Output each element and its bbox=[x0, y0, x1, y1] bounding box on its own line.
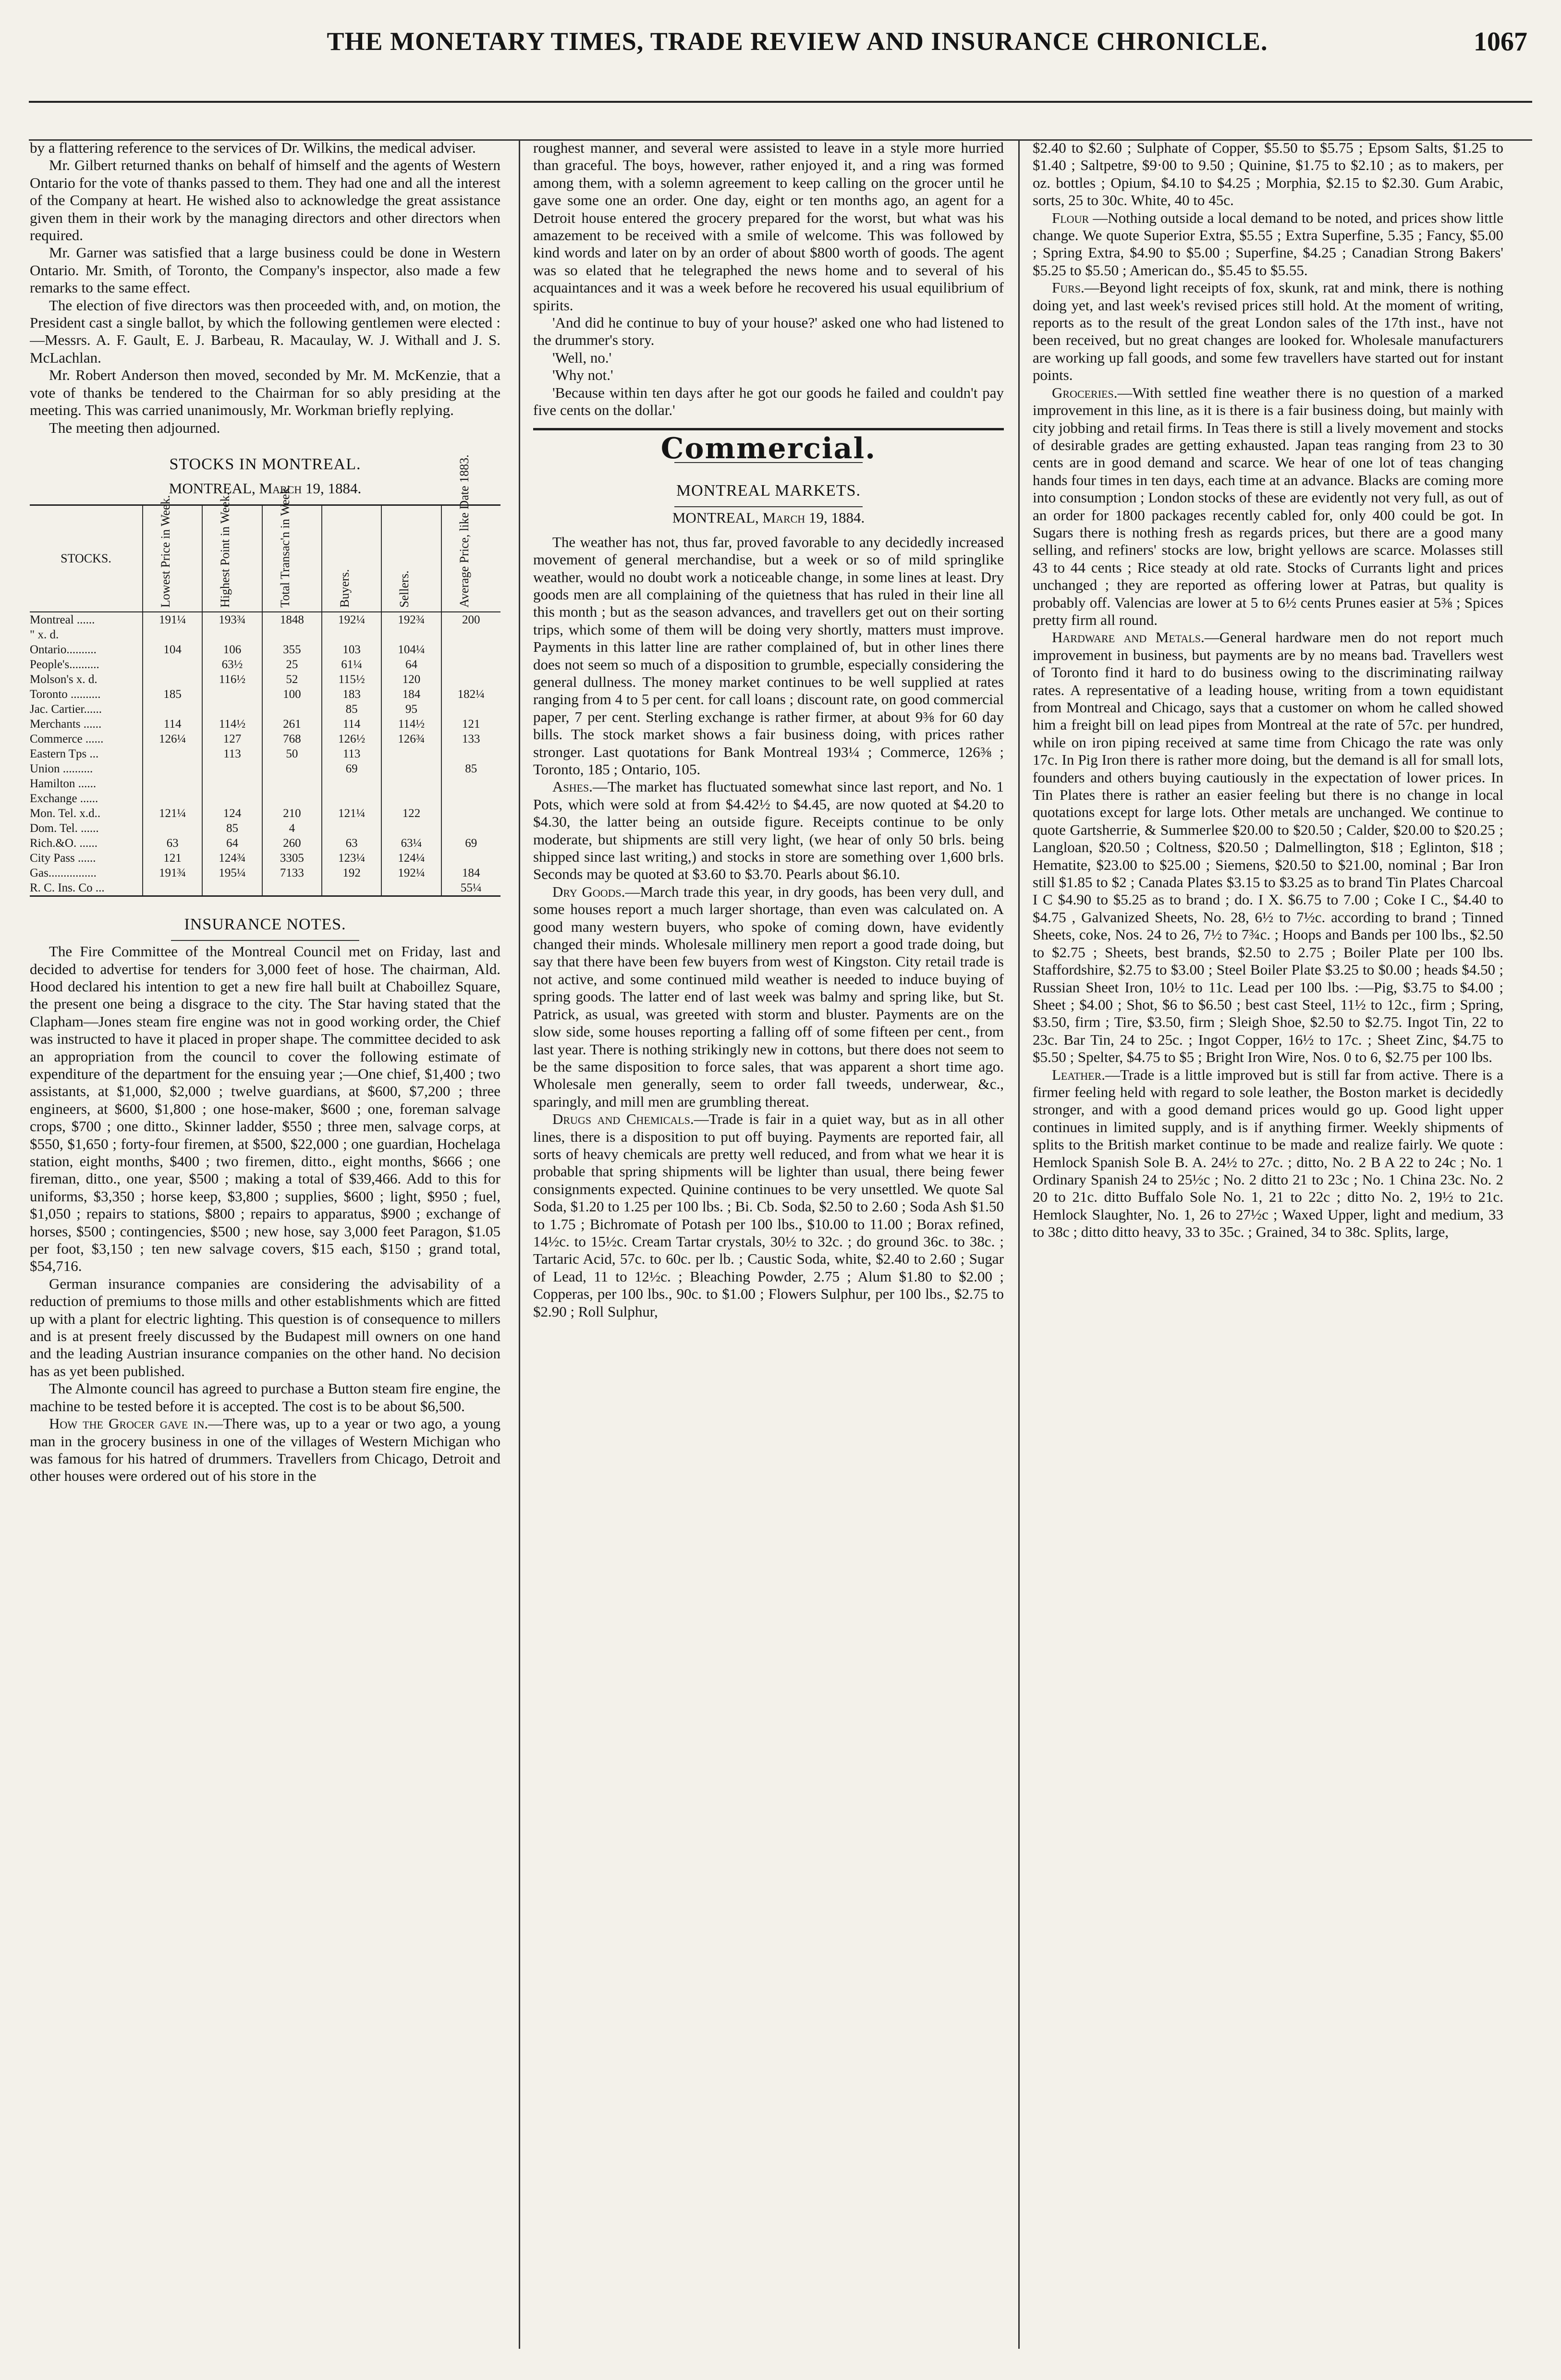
stock-value-cell: 3305 bbox=[262, 851, 321, 866]
stock-value-cell: 192¼ bbox=[381, 866, 440, 880]
stock-value-cell: 121 bbox=[441, 717, 500, 732]
stock-value-cell: 55¼ bbox=[441, 880, 500, 895]
paragraph: by a flattering reference to the services of Dr. Wilkins, the medical adviser. bbox=[30, 139, 476, 156]
stocks-dateline: MONTREAL, March 19, 1884. bbox=[169, 480, 362, 497]
table-row bbox=[30, 717, 500, 732]
paragraph: German insurance companies are considering the advisability of a reduction of premiums to those mills and other establishments which are fitted up with a plant for electric lighting. This question is of consequence to millers and is at present freely discussed by the Budapest mill owners on one hand and the leading Austrian insurance companies on the other hand. No decision has as yet been published. bbox=[30, 1275, 500, 1379]
stock-value-cell: 183 bbox=[321, 687, 381, 702]
markets-dateline: MONTREAL, March 19, 1884. bbox=[672, 509, 865, 526]
markets-heading: MONTREAL MARKETS. bbox=[676, 481, 861, 500]
stock-value-cell: 127 bbox=[202, 732, 261, 746]
stock-value-cell: 124¾ bbox=[202, 851, 261, 866]
stock-name-cell: Eastern Tps ... bbox=[30, 747, 99, 760]
stock-value-cell bbox=[142, 746, 202, 761]
insurance-heading: INSURANCE NOTES. bbox=[184, 915, 346, 933]
stock-value-cell: 100 bbox=[262, 687, 321, 702]
stock-value-cell bbox=[381, 821, 440, 836]
header-rule bbox=[29, 101, 1532, 103]
column-rule bbox=[519, 139, 520, 2349]
stock-value-cell: 184 bbox=[381, 687, 440, 702]
column-header: Total Transac'n in Week. bbox=[262, 506, 321, 611]
stock-value-cell: 121 bbox=[142, 851, 202, 866]
paragraph: 'Why not.' bbox=[552, 366, 613, 384]
stock-value-cell bbox=[262, 627, 321, 642]
table-row bbox=[30, 702, 500, 717]
stock-value-cell: 192¾ bbox=[381, 612, 440, 627]
stock-value-cell bbox=[321, 627, 381, 642]
table-row bbox=[30, 642, 500, 657]
table-row bbox=[30, 880, 500, 895]
page-number: 1067 bbox=[1474, 27, 1527, 57]
paragraph: 'And did he continue to buy of your house?' asked one who had listened to the drummer's story. bbox=[533, 314, 1004, 349]
table-row bbox=[30, 612, 500, 627]
stock-value-cell bbox=[441, 642, 500, 657]
stock-name-cell: City Pass ...... bbox=[30, 851, 96, 865]
paragraph: Furs.—Beyond light receipts of fox, skunk, rat and mink, there is nothing doing yet, and last week's revised prices still hold. At the moment of writing, reports as to the result of the great London sales of the 17th inst., have not been received, but no great changes are looked for. Wholesale manufacturers are working up fall goods, and some few travellers have started out for instant points. bbox=[1033, 279, 1503, 384]
stock-name-cell: Hamilton ...... bbox=[30, 777, 97, 790]
stock-value-cell: 103 bbox=[321, 642, 381, 657]
stock-value-cell: 7133 bbox=[262, 866, 321, 880]
column-header: Sellers. bbox=[381, 506, 440, 611]
table-row bbox=[30, 627, 500, 642]
stock-value-cell: 115½ bbox=[321, 672, 381, 687]
stock-value-cell bbox=[381, 746, 440, 761]
stock-value-cell: 200 bbox=[441, 612, 500, 627]
stock-value-cell bbox=[202, 687, 261, 702]
stock-value-cell: 69 bbox=[441, 836, 500, 851]
stock-value-cell bbox=[381, 761, 440, 776]
column-rule bbox=[1018, 139, 1020, 2349]
stock-value-cell bbox=[381, 791, 440, 806]
stock-value-cell: 116½ bbox=[202, 672, 261, 687]
stock-value-cell: 106 bbox=[202, 642, 261, 657]
stock-value-cell: 355 bbox=[262, 642, 321, 657]
divider bbox=[171, 940, 359, 941]
paragraph: The election of five directors was then proceeded with, and, on motion, the President cast a single ballot, by which the following gentlemen were elected :—Messrs. A. F. Gault, E. J. Barbeau, R. Macaulay, W. J. Withall and J. S. McLachlan. bbox=[30, 296, 500, 366]
stock-value-cell bbox=[441, 791, 500, 806]
paragraph: Mr. Gilbert returned thanks on behalf of himself and the agents of Western Ontario for the vote of thanks passed to them. They had one and all the interest of the Company at heart. He wished also to acknowledge the great assistance given them in their work by the managing directors and other directors when required. bbox=[30, 157, 500, 244]
table-row bbox=[30, 657, 500, 672]
stock-value-cell: 63¼ bbox=[381, 836, 440, 851]
table-row bbox=[30, 866, 500, 880]
column-header: Average Price, like Date 1883. bbox=[441, 506, 500, 611]
stock-value-cell bbox=[441, 627, 500, 642]
stock-value-cell bbox=[262, 880, 321, 895]
stock-value-cell: 63 bbox=[142, 836, 202, 851]
stock-value-cell bbox=[142, 880, 202, 895]
paragraph: How the Grocer gave in.—There was, up to a year or two ago, a young man in the grocery business in one of the villages of Western Michigan who was famous for his hatred of drummers. Travellers from Chicago, Detroit and other houses were ordered out of his store in the bbox=[30, 1415, 500, 1485]
stock-value-cell: 126½ bbox=[321, 732, 381, 746]
stock-value-cell: 114 bbox=[142, 717, 202, 732]
stock-name-cell: Ontario.......... bbox=[30, 643, 97, 656]
page-header bbox=[29, 24, 1532, 96]
commercial-heading: Commercial. bbox=[660, 431, 877, 465]
stock-value-cell bbox=[262, 702, 321, 717]
stock-value-cell bbox=[441, 746, 500, 761]
stock-value-cell bbox=[441, 821, 500, 836]
paragraph: 'Because within ten days after he got our goods he failed and couldn't pay five cents on the dollar.' bbox=[533, 384, 1004, 419]
stock-name-cell: Jac. Cartier...... bbox=[30, 702, 102, 716]
stock-value-cell: 104 bbox=[142, 642, 202, 657]
stock-value-cell: 50 bbox=[262, 746, 321, 761]
paragraph: Leather.—Trade is a little improved but is still far from active. There is a firmer feeling held with regard to sole leather, the Boston market is decidedly stronger, and with a good demand prices would go up. Good light upper continues in limited supply, and is if anything firmer. Weekly shipments of splits to the British market continue to be made and realize fairly. We quote : Hemlock Spanish Sole B. A. 24½ to 27c. ; ditto, No. 2 B A 22 to 24c ; No. 1 Ordinary Spanish 24 to 25½c ; No. 2 ditto 21 to 23c ; No. 1 China 23c. No. 2 20 to 21c. ditto Buffalo Sole No. 1, 21 to 22c ; ditto No. 2, 19½ to 21c. Hemlock Slaughter, No. 1, 26 to 27½c ; Waxed Upper, light and medium, 33 to 38c ; ditto ditto heavy, 33 to 35c. ; Grained, 34 to 38c. Splits, large, bbox=[1033, 1066, 1503, 1241]
stock-name-cell: Dom. Tel. ...... bbox=[30, 821, 99, 835]
stock-value-cell bbox=[262, 761, 321, 776]
running-title: THE MONETARY TIMES, TRADE REVIEW AND INSURANCE CHRONICLE. bbox=[327, 27, 1268, 56]
stock-value-cell: 69 bbox=[321, 761, 381, 776]
column-header: Lowest Price in Week. bbox=[142, 506, 202, 611]
stock-value-cell: 61¼ bbox=[321, 657, 381, 672]
table-row bbox=[30, 791, 500, 806]
paragraph: Flour —Nothing outside a local demand to be noted, and prices show little change. We quote Superior Extra, $5.55 ; Extra Superfine, 5.35 ; Fancy, $5.00 ; Spring Extra, $4.90 to $5.00 ; Superfine, $4.25 ; Canadian Strong Bakers' $5.25 to $5.50 ; American do., $5.45 to $5.55. bbox=[1033, 209, 1503, 279]
stock-name-cell: " x. d. bbox=[30, 628, 59, 641]
stock-value-cell: 64 bbox=[381, 657, 440, 672]
stock-value-cell bbox=[142, 791, 202, 806]
stock-value-cell: 193¾ bbox=[202, 612, 261, 627]
stock-value-cell bbox=[142, 761, 202, 776]
stock-name-cell: Rich.&O. ...... bbox=[30, 836, 98, 850]
stock-value-cell: 124¼ bbox=[381, 851, 440, 866]
paragraph: Mr. Robert Anderson then moved, seconded by Mr. M. McKenzie, that a vote of thanks be tendered to the Chairman for so ably presiding at the meeting. This was carried unanimously, Mr. Workman briefly replying. bbox=[30, 366, 500, 419]
run-in-heading: How the Grocer gave in. bbox=[49, 1415, 208, 1432]
stock-value-cell: 124 bbox=[202, 806, 261, 821]
stock-value-cell: 63 bbox=[321, 836, 381, 851]
stock-value-cell: 95 bbox=[381, 702, 440, 717]
stock-value-cell bbox=[381, 776, 440, 791]
section-rule bbox=[533, 428, 1004, 430]
column-1 bbox=[30, 139, 500, 2349]
stock-value-cell bbox=[142, 657, 202, 672]
stock-name-cell: R. C. Ins. Co ... bbox=[30, 881, 105, 894]
column-header: Buyers. bbox=[321, 506, 381, 611]
stock-value-cell bbox=[202, 761, 261, 776]
column-header: STOCKS. bbox=[61, 551, 111, 565]
stock-value-cell: 4 bbox=[262, 821, 321, 836]
stock-value-cell: 261 bbox=[262, 717, 321, 732]
table-row bbox=[30, 761, 500, 776]
stock-value-cell bbox=[441, 851, 500, 866]
stock-value-cell: 52 bbox=[262, 672, 321, 687]
stock-value-cell: 185 bbox=[142, 687, 202, 702]
stock-value-cell bbox=[321, 791, 381, 806]
stock-value-cell: 104¼ bbox=[381, 642, 440, 657]
stock-value-cell bbox=[441, 702, 500, 717]
table-row bbox=[30, 836, 500, 851]
stock-value-cell bbox=[202, 880, 261, 895]
stock-value-cell: 85 bbox=[441, 761, 500, 776]
paragraph: Dry Goods.—March trade this year, in dry goods, has been very dull, and some houses report a much larger shortage, than even was calculated on. A good many western buyers, who spoke of coming down, have evidently changed their minds. Wholesale millinery men report a good trade doing, but say that there have been few buyers from west of Kingston. City retail trade is not active, and some continued mild weather is needed to induce buying of spring goods. The latter end of last week was balmy and spring like, but St. Patrick, as usual, was greeted with storm and bluster. Payments are on the slow side, some houses reporting a falling off of some fifteen per cent., from last year. There is nothing strikingly new in cottons, but there does not seem to be the same disposition to force sales, that was apparent a short time ago. Wholesale men generally, seem to order fall tweeds, underwear, &c., sparingly, and mill men are grumbling thereat. bbox=[533, 883, 1004, 1110]
table-row bbox=[30, 776, 500, 791]
stock-value-cell bbox=[441, 672, 500, 687]
stock-value-cell bbox=[381, 880, 440, 895]
paragraph: Mr. Garner was satisfied that a large business could be done in Western Ontario. Mr. Smith, of Toronto, the Company's inspector, also made a few remarks to the same effect. bbox=[30, 244, 500, 296]
stock-value-cell bbox=[142, 672, 202, 687]
stock-name-cell: People's.......... bbox=[30, 658, 99, 671]
table-row bbox=[30, 732, 500, 746]
stock-value-cell: 114 bbox=[321, 717, 381, 732]
table-row bbox=[30, 687, 500, 702]
stock-value-cell: 63½ bbox=[202, 657, 261, 672]
paragraph: Ashes.—The market has fluctuated somewhat since last report, and No. 1 Pots, which were sold at from $4.42½ to $4.45, are now quoted at $4.20 to $4.30, the latter being an outside figure. Receipts continue to be only moderate, but shipments are still very light, (we hear of only 50 brls. being shipped since last writing,) and stocks in store are something over 1,600 brls. Seconds may be quoted at $3.60 to $3.70. Pearls about $6.10. bbox=[533, 778, 1004, 883]
stock-name-cell: Commerce ...... bbox=[30, 732, 104, 745]
stock-value-cell: 1848 bbox=[262, 612, 321, 627]
stock-value-cell: 260 bbox=[262, 836, 321, 851]
table-row bbox=[30, 821, 500, 836]
stock-value-cell bbox=[441, 806, 500, 821]
table-row bbox=[30, 746, 500, 761]
stock-value-cell: 113 bbox=[202, 746, 261, 761]
stock-value-cell: 182¼ bbox=[441, 687, 500, 702]
stock-value-cell: 192 bbox=[321, 866, 381, 880]
paragraph: Groceries.—With settled fine weather there is no question of a marked improvement in this line, as it is there is a fair business doing, but mainly with city jobbing and retail firms. In Teas there is still a lively movement and stocks of desirable grades are getting exhausted. Japan teas ranging from 23 to 30 cents are in good demand and scarce. We hear of one lot of teas changing hands four times in ten days, each time at an advance. Blacks are coming more into consumption ; London stocks of these are evidently not very full, as out of an order for 1800 packages recently cabled for, only 400 could be got. In Sugars there is nothing fresh as regards prices, but there are a good many selling, and refiners' stocks are low, bright yellows are scarce. Molasses still 43 to 44 cents ; Rice steady at old rate. Stocks of Currants light and prices unchanged ; they are reported as offering lower at Patras, but quality is probably off. Valencias are lower at 5 to 6½ cents Prunes easier at 5⅜ ; Spices pretty firm all round. bbox=[1033, 384, 1503, 628]
stock-value-cell: 195¼ bbox=[202, 866, 261, 880]
stock-value-cell bbox=[321, 776, 381, 791]
table-row bbox=[30, 672, 500, 687]
table-row bbox=[30, 851, 500, 866]
stock-value-cell bbox=[142, 821, 202, 836]
stock-value-cell bbox=[381, 627, 440, 642]
stock-name-cell: Union .......... bbox=[30, 762, 93, 775]
paragraph: The Almonte council has agreed to purchase a Button steam fire engine, the machine to be tested before it is accepted. The cost is to be about $6,500. bbox=[30, 1380, 500, 1415]
column-2 bbox=[533, 139, 1004, 2349]
stock-value-cell: 121¼ bbox=[142, 806, 202, 821]
stock-value-cell: 192¼ bbox=[321, 612, 381, 627]
column-3 bbox=[1033, 139, 1503, 2349]
stock-name-cell: Mon. Tel. x.d.. bbox=[30, 806, 101, 820]
stock-value-cell bbox=[142, 702, 202, 717]
paragraph: The meeting then adjourned. bbox=[49, 419, 220, 436]
table-row bbox=[30, 806, 500, 821]
paragraph: Hardware and Metals.—General hardware men do not report much improvement in business, but payments are by no means bad. Travellers west of Toronto find it hard to do business owing to the discriminating railway rates. A representative of a leading house, writing from a town equidistant from Montreal and Chicago, says that a customer on whom he called showed him a freight bill on lead pipes from Montreal at the rate of 57c. per hundred, while on iron piping received at same time from Chicago the rate was only 17c. In Pig Iron there is rather more doing, but the demand is all for small lots, founders and others buying cautiously in the expectation of lower prices. In Tin Plates there is rather an easier feeling but there is no change in local quotations except for large lots. Other metals are unchanged. We continue to quote Gartsherrie, & Summerlee $20.00 to $20.50 ; Calder, $20.00 to $20.25 ; Langloan, $20.50 ; Coltness, $20.50 ; Dalmellington, $18 ; Eglinton, $18 ; Hematite, $23.00 to $25.00 ; Siemens, $20.50 to $21.00, nominal ; Bar Iron still $1.85 to $2 ; Canada Plates $3.15 to $3.25 as to brand Tin Plates Charcoal I C $4.90 to $5.25 as to brand ; do. I X. $6.75 to 7.00 ; Coke I C., $4.40 to $4.75 , Galvanized Sheets, No. 28, 6½ to 7½c. according to brand ; Tinned Sheets, coke, Nos. 24 to 26, 7½ to 7¾c. ; Hoops and Bands per 100 lbs., $2.50 to $2.75 ; Sheets, best brands, $2.50 to 2.75 ; Boiler Plate per 100 lbs. Staffordshire, $2.75 to $3.00 ; Steel Boiler Plate $3.25 to $0.00 ; heads $4.50 ; Russian Sheet Iron, 10½ to 11c. Lead per 100 lbs. :—Pig, $3.75 to $4.00 ; Sheet ; $4.00 ; Shot, $6 to $6.50 ; best cast Steel, 11½ to 12c., firm ; Spring, $3.50, firm ; Tire, $3.50, firm ; Sleigh Shoe, $2.50 to $2.75. Ingot Tin, 22 to 23c. Bar Tin, 24 to 25c. ; Ingot Copper, 16½ to 17c. ; Sheet Zinc, $4.75 to $5.50 ; Spelter, $4.75 to $5 ; Bright Iron Wire, Nos. 0 to 6, $2.75 per 100 lbs. bbox=[1033, 629, 1503, 1066]
stock-value-cell bbox=[202, 776, 261, 791]
paragraph: Drugs and Chemicals.—Trade is fair in a quiet way, but as in all other lines, there is a disposition to put off buying. Payments are reported fair, all sorts of heavy chemicals are pretty well reduced, and from what we hear it is probable that spring shipments will be lighter than usual, there being fewer consignments expected. Quinine continues to be very unsettled. We quote Sal Soda, $1.20 to 1.25 per 100 lbs. ; Bi. Cb. Soda, $2.50 to 2.60 ; Soda Ash $1.50 to 1.75 ; Bichromate of Potash per 100 lbs., $10.00 to 11.00 ; Borax refined, 14½c. to 15½c. Cream Tartar crystals, 30½ to 32c. ; do ground 36c. to 38c. ; Tartaric Acid, 57c. to 60c. per lb. ; Caustic Soda, white, $2.40 to 2.60 ; Sugar of Lead, 11 to 12½c. ; Bleaching Powder, 2.75 ; Alum $1.80 to $2.00 ; Copperas, per 100 lbs., 90c. to $1.00 ; Flowers Sulphur, per 100 lbs., $2.75 to $2.90 ; Roll Sulphur, bbox=[533, 1111, 1004, 1320]
stock-value-cell: 121¼ bbox=[321, 806, 381, 821]
paragraph: The Fire Committee of the Montreal Council met on Friday, last and decided to advertise for tenders for 3,000 feet of hose. The chairman, Ald. Hood declared his intention to get a new fire hall built at Chaboillez Square, the present one being a disgrace to the city. The Star having stated that the Clapham—Jones steam fire engine was not in good working order, the Chief was instructed to have it placed in proper shape. The committee decided to ask an appropriation from the council to cover the following estimate of expenditure of the department for the ensuing year ;—One chief, $1,400 ; two assistants, at $1,000, $2,000 ; twelve guardians, at $600, $7,200 ; three engineers, at $600, $1,800 ; one hose-maker, $600 ; one, foreman salvage crops, $700 ; one ditto., Skinner ladder, $550 ; three men, salvage corps, at $550, $1,650 ; forty-four firemen, at $500, $22,000 ; one guardian, Hochelaga station, eight months, $400 ; two firemen, ditto., eight months, $666 ; one fireman, ditto., one year, $500 ; making a total of $39,466. Add to this for uniforms, $3,350 ; horse keep, $3,800 ; supplies, $600 ; light, $950 ; fuel, $1,050 ; repairs to stations, $800 ; repairs to apparatus, $900 ; exchange of horses, $500 ; contingencies, $500 ; new hose, say 3,000 feet Paragon, $1.05 per foot, $3,150 ; ten new salvage covers, $15 each, $150 ; grand total, $54,716. bbox=[30, 943, 500, 1275]
stock-name-cell: Gas................ bbox=[30, 866, 97, 879]
paragraph: The weather has not, thus far, proved favorable to any decidedly increased movement of general merchandise, but a week or so of mild springlike weather, would no doubt work a noticeable change, in some lines at least. Dry goods men are all complaining of the quietness that has ruled in their line all this month ; but as the season advances, and travellers get out on their sorting trips, which some of them will be doing very shortly, matters must improve. Payments in this latter line are rather complained of, but in other lines there does not seem so much of a disposition to grumble, especially considering the general dullness. The money market continues to be well supplied at rates ranging from 4 to 5 per cent. for call loans ; discount rate, on good commercial paper, 7 per cent. Sterling exchange is rather firmer, at about 9⅜ for 60 day bills. The stock market shows a fair business doing, with prices rather stronger. Last quotations for Bank Montreal 193¼ ; Commerce, 126⅜ ; Toronto, 185 ; Ontario, 105. bbox=[533, 533, 1004, 778]
stock-value-cell: 768 bbox=[262, 732, 321, 746]
stock-name-cell: Merchants ...... bbox=[30, 717, 102, 731]
paragraph: 'Well, no.' bbox=[552, 349, 612, 366]
stock-name-cell: Montreal ...... bbox=[30, 613, 95, 626]
stock-value-cell bbox=[262, 776, 321, 791]
stock-value-cell bbox=[321, 821, 381, 836]
stock-value-cell: 120 bbox=[381, 672, 440, 687]
stock-value-cell: 25 bbox=[262, 657, 321, 672]
stocks-heading: STOCKS IN MONTREAL. bbox=[169, 455, 361, 473]
stock-value-cell: 114½ bbox=[202, 717, 261, 732]
stock-name-cell: Molson's x. d. bbox=[30, 672, 98, 686]
stock-value-cell bbox=[441, 657, 500, 672]
stock-value-cell bbox=[262, 791, 321, 806]
stock-value-cell: 113 bbox=[321, 746, 381, 761]
column-header: Highest Point in Week. bbox=[202, 506, 261, 611]
stock-value-cell: 126¾ bbox=[381, 732, 440, 746]
divider bbox=[674, 506, 863, 507]
stock-value-cell bbox=[202, 627, 261, 642]
stock-value-cell: 122 bbox=[381, 806, 440, 821]
stock-value-cell: 191¼ bbox=[142, 612, 202, 627]
stock-value-cell bbox=[142, 776, 202, 791]
stock-value-cell: 85 bbox=[321, 702, 381, 717]
stock-value-cell bbox=[202, 791, 261, 806]
stock-value-cell: 191¾ bbox=[142, 866, 202, 880]
stocks-table-body bbox=[30, 612, 500, 895]
stock-value-cell: 126¼ bbox=[142, 732, 202, 746]
paragraph: roughest manner, and several were assisted to leave in a style more hurried than graceful. The boys, however, rather enjoyed it, and a ring was formed among them, with a solemn agreement to keep calling on the grocer until he gave some one an order. One day, eight or ten months ago, an agent for a Detroit house entered the grocery prepared for the worst, but what was his amazement to be received with a smile of welcome. This was followed by kind words and later on by an order of about $800 worth of goods. The agent was so elated that he telegraphed the news home and to several of his acquaintances and it was a week before he recovered his usual equilibrium of spirits. bbox=[533, 139, 1004, 314]
stock-value-cell: 114½ bbox=[381, 717, 440, 732]
stock-value-cell bbox=[321, 880, 381, 895]
stock-name-cell: Exchange ...... bbox=[30, 792, 98, 805]
stock-name-cell: Toronto .......... bbox=[30, 687, 101, 701]
stock-value-cell: 184 bbox=[441, 866, 500, 880]
stock-value-cell: 123¼ bbox=[321, 851, 381, 866]
stock-value-cell: 64 bbox=[202, 836, 261, 851]
stock-value-cell bbox=[441, 776, 500, 791]
stock-value-cell: 85 bbox=[202, 821, 261, 836]
stock-value-cell bbox=[142, 627, 202, 642]
paragraph: $2.40 to $2.60 ; Sulphate of Copper, $5.50 to $5.75 ; Epsom Salts, $1.25 to $1.40 ; Saltpetre, $9·00 to 9.50 ; Quinine, $1.75 to $2.10 ; as to makers, per oz. bottles ; Opium, $4.10 to $4.25 ; Morphia, $2.15 to $2.30. Gum Arabic, sorts, 25 to 30c. White, 40 to 45c. bbox=[1033, 139, 1503, 209]
stock-value-cell bbox=[202, 702, 261, 717]
stock-value-cell: 133 bbox=[441, 732, 500, 746]
stock-value-cell: 210 bbox=[262, 806, 321, 821]
